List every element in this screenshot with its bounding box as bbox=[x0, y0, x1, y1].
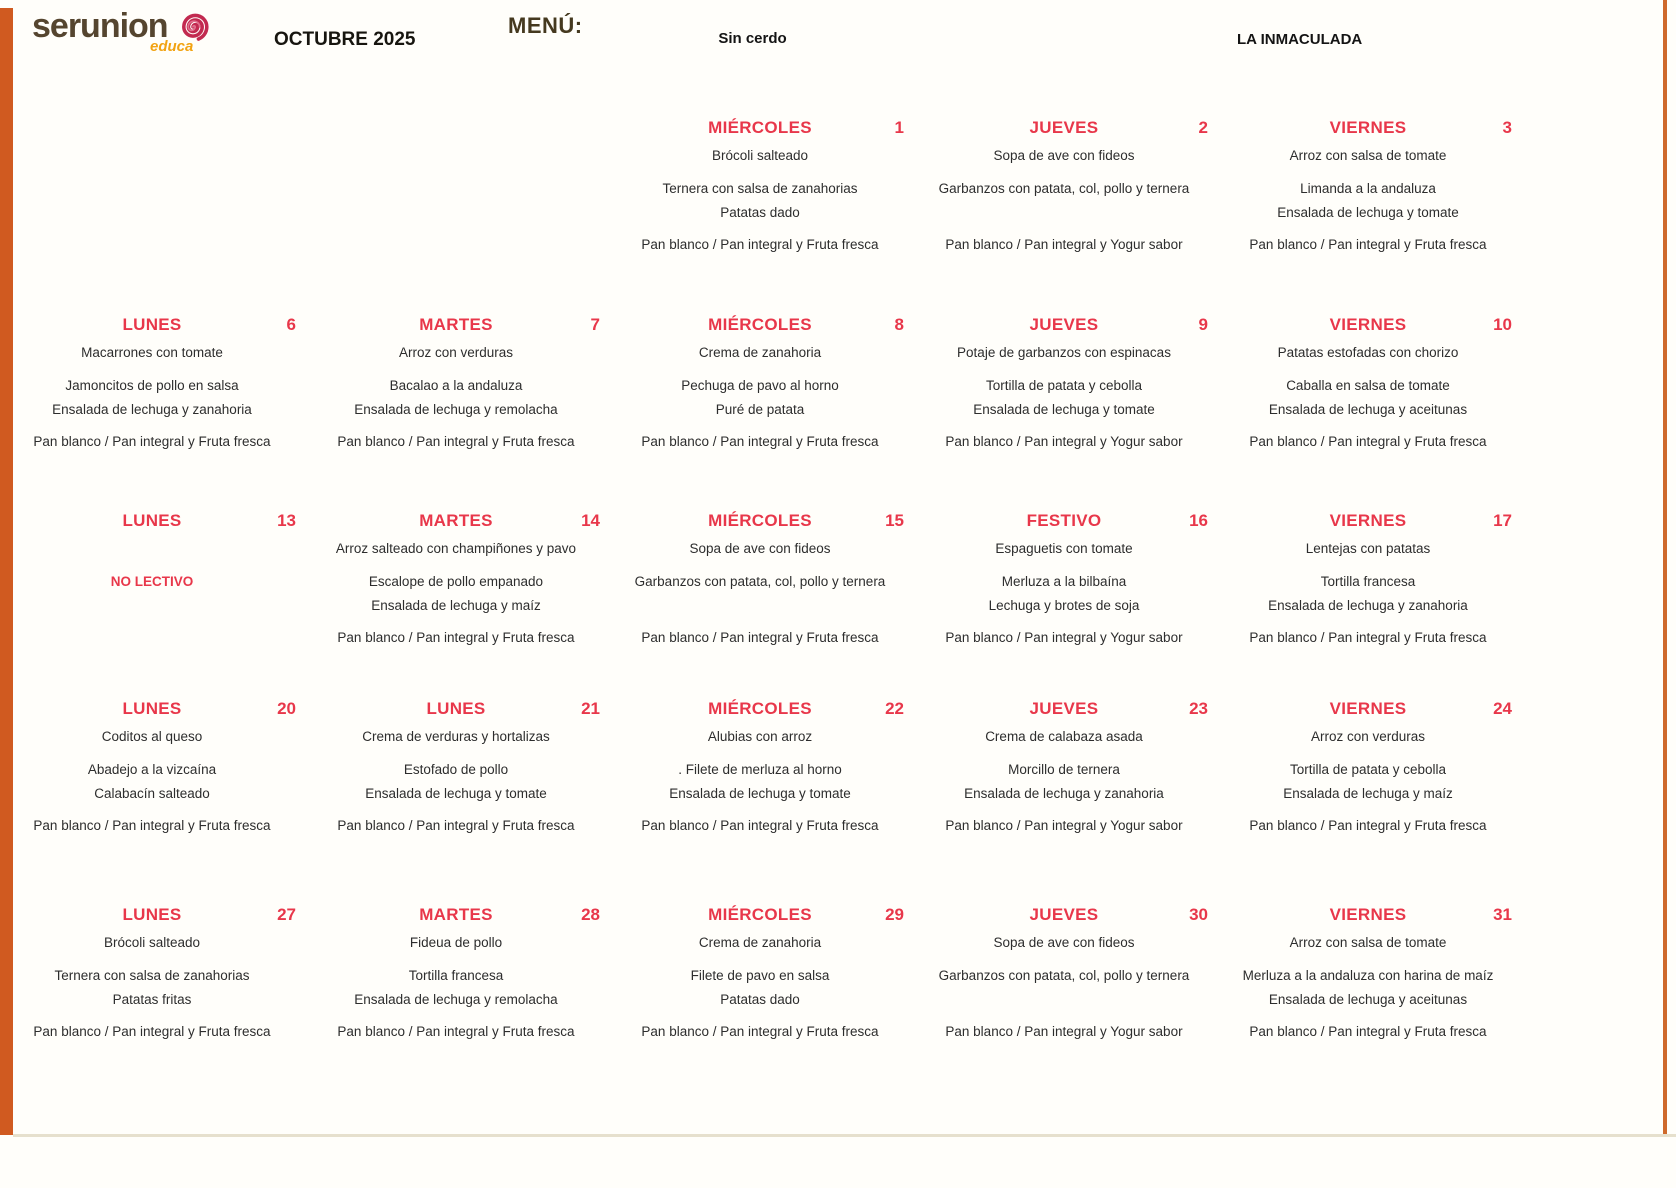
day-number: 30 bbox=[1189, 905, 1208, 924]
day-number: 27 bbox=[277, 905, 296, 924]
day-name-label: MIÉRCOLES bbox=[708, 905, 812, 924]
dish-first-course: Macarrones con tomate bbox=[81, 345, 223, 360]
dish-first-course: Crema de zanahoria bbox=[698, 345, 822, 360]
day-cell bbox=[1216, 118, 1520, 288]
day-cell bbox=[912, 118, 1216, 288]
logo-wordmark: serunion bbox=[32, 7, 168, 45]
logo-educa-label: educa bbox=[150, 38, 194, 55]
dish-side: Ensalada de lechuga y tomate bbox=[365, 786, 547, 801]
month-title: OCTUBRE 2025 bbox=[274, 29, 416, 50]
dish-first-course: Coditos al queso bbox=[101, 729, 203, 744]
dish-side: Ensalada de lechuga y maíz bbox=[1283, 786, 1453, 801]
dish-side: Ensalada de lechuga y zanahoria bbox=[52, 402, 252, 417]
day-number: 31 bbox=[1493, 905, 1512, 924]
dish-first-course: Sopa de ave con fideos bbox=[993, 148, 1135, 163]
week-row bbox=[0, 511, 1520, 681]
day-cell bbox=[304, 905, 608, 1075]
day-cell bbox=[304, 699, 608, 869]
dish-second-course: Ternera con salsa de zanahorias bbox=[54, 968, 250, 983]
dish-second-course: Merluza a la bilbaína bbox=[1001, 574, 1127, 589]
day-cell bbox=[912, 511, 1216, 681]
bread-fruit-line: Pan blanco / Pan integral y Fruta fresca bbox=[337, 1024, 575, 1039]
dish-second-course: Bacalao a la andaluza bbox=[389, 378, 523, 393]
bread-fruit-line: Pan blanco / Pan integral y Yogur sabor bbox=[945, 818, 1183, 833]
dish-second-course: Estofado de pollo bbox=[403, 762, 509, 777]
dish-first-course: Arroz con salsa de tomate bbox=[1289, 935, 1447, 950]
dish-second-course: Ternera con salsa de zanahorias bbox=[662, 181, 858, 196]
day-name-label: LUNES bbox=[426, 699, 486, 718]
day-number: 14 bbox=[581, 511, 600, 530]
day-number: 6 bbox=[286, 315, 296, 334]
day-number: 10 bbox=[1493, 315, 1512, 334]
dish-first-course: Potaje de garbanzos con espinacas bbox=[957, 345, 1171, 360]
dish-second-course: Tortilla francesa bbox=[408, 968, 504, 983]
bread-fruit-line: Pan blanco / Pan integral y Yogur sabor bbox=[945, 434, 1183, 449]
day-number: 28 bbox=[581, 905, 600, 924]
dish-side: Ensalada de lechuga y remolacha bbox=[354, 402, 558, 417]
day-cell bbox=[608, 315, 912, 485]
day-cell bbox=[912, 905, 1216, 1075]
day-name-label: LUNES bbox=[122, 315, 182, 334]
day-number: 29 bbox=[885, 905, 904, 924]
day-number: 15 bbox=[885, 511, 904, 530]
bread-fruit-line: Pan blanco / Pan integral y Yogur sabor bbox=[945, 237, 1183, 252]
dish-side: Patatas fritas bbox=[112, 992, 192, 1007]
day-name-label: VIERNES bbox=[1329, 315, 1407, 334]
day-cell bbox=[0, 905, 304, 1075]
day-number: 13 bbox=[277, 511, 296, 530]
dish-side: Ensalada de lechuga y aceitunas bbox=[1268, 402, 1468, 417]
dish-first-course: Arroz con salsa de tomate bbox=[1289, 148, 1447, 163]
week-row bbox=[0, 315, 1520, 485]
day-cell bbox=[608, 511, 912, 681]
dish-second-course: Garbanzos con patata, col, pollo y ternera bbox=[938, 968, 1190, 983]
dish-second-course: Limanda a la andaluza bbox=[1300, 181, 1436, 196]
day-number: 3 bbox=[1502, 118, 1512, 137]
day-number: 8 bbox=[894, 315, 904, 334]
day-number: 2 bbox=[1198, 118, 1208, 137]
day-name-label: JUEVES bbox=[1029, 118, 1099, 137]
dish-side: Calabacín salteado bbox=[94, 786, 210, 801]
dish-second-course: Garbanzos con patata, col, pollo y ternera bbox=[634, 574, 886, 589]
day-name-label: MARTES bbox=[419, 315, 493, 334]
day-cell bbox=[1216, 905, 1520, 1075]
day-name-label: LUNES bbox=[122, 905, 182, 924]
week-row bbox=[0, 699, 1520, 869]
day-name-label: MIÉRCOLES bbox=[708, 315, 812, 334]
dish-second-course: Pechuga de pavo al horno bbox=[681, 378, 839, 393]
day-number: 17 bbox=[1493, 511, 1512, 530]
menu-label: MENÚ: bbox=[508, 13, 583, 38]
week-row bbox=[0, 118, 1520, 288]
dish-first-course: Patatas estofadas con chorizo bbox=[1277, 345, 1459, 360]
day-name-label: JUEVES bbox=[1029, 699, 1099, 718]
bread-fruit-line: Pan blanco / Pan integral y Fruta fresca bbox=[337, 818, 575, 833]
empty-day-cell bbox=[0, 118, 304, 288]
day-number: 1 bbox=[894, 118, 904, 137]
dish-first-course: Crema de verduras y hortalizas bbox=[362, 729, 550, 744]
bread-fruit-line: Pan blanco / Pan integral y Fruta fresca bbox=[337, 434, 575, 449]
bread-fruit-line: Pan blanco / Pan integral y Fruta fresca bbox=[33, 1024, 271, 1039]
day-cell bbox=[912, 699, 1216, 869]
day-cell bbox=[304, 511, 608, 681]
dish-first-course: Fideua de pollo bbox=[409, 935, 503, 950]
dish-first-course: Espaguetis con tomate bbox=[995, 541, 1133, 556]
dish-second-course: Tortilla de patata y cebolla bbox=[985, 378, 1143, 393]
bread-fruit-line: Pan blanco / Pan integral y Fruta fresca bbox=[641, 434, 879, 449]
day-cell bbox=[1216, 511, 1520, 681]
day-cell bbox=[0, 315, 304, 485]
dish-first-course: Arroz con verduras bbox=[398, 345, 514, 360]
dish-first-course: Lentejas con patatas bbox=[1305, 541, 1431, 556]
bread-fruit-line: Pan blanco / Pan integral y Yogur sabor bbox=[945, 1024, 1183, 1039]
day-cell bbox=[608, 699, 912, 869]
dish-second-course: Tortilla de patata y cebolla bbox=[1289, 762, 1447, 777]
dish-first-course: Brócoli salteado bbox=[711, 148, 809, 163]
dish-first-course: Brócoli salteado bbox=[103, 935, 201, 950]
dish-side: Patatas dado bbox=[720, 205, 800, 220]
day-number: 22 bbox=[885, 699, 904, 718]
day-cell bbox=[0, 699, 304, 869]
dish-second-course: Tortilla francesa bbox=[1320, 574, 1416, 589]
dish-second-course: Abadejo a la vizcaína bbox=[87, 762, 217, 777]
bread-fruit-line: Pan blanco / Pan integral y Fruta fresca bbox=[33, 434, 271, 449]
dish-side: Ensalada de lechuga y zanahoria bbox=[1268, 598, 1468, 613]
day-cell bbox=[0, 511, 304, 681]
bread-fruit-line: Pan blanco / Pan integral y Fruta fresca bbox=[1249, 630, 1487, 645]
bread-fruit-line: Pan blanco / Pan integral y Fruta fresca bbox=[641, 630, 879, 645]
school-name: LA INMACULADA bbox=[1237, 31, 1363, 48]
day-name-label: MIÉRCOLES bbox=[708, 118, 812, 137]
dish-side: Ensalada de lechuga y tomate bbox=[669, 786, 851, 801]
day-name-label: MARTES bbox=[419, 905, 493, 924]
day-number: 21 bbox=[581, 699, 600, 718]
bread-fruit-line: Pan blanco / Pan integral y Fruta fresca bbox=[641, 1024, 879, 1039]
bread-fruit-line: Pan blanco / Pan integral y Fruta fresca bbox=[1249, 818, 1487, 833]
dish-first-course: Arroz salteado con champiñones y pavo bbox=[335, 541, 577, 556]
dish-side: Ensalada de lechuga y tomate bbox=[973, 402, 1155, 417]
week-row bbox=[0, 905, 1520, 1075]
day-number: 23 bbox=[1189, 699, 1208, 718]
day-name-label: LUNES bbox=[122, 511, 182, 530]
dish-side: Ensalada de lechuga y remolacha bbox=[354, 992, 558, 1007]
day-cell bbox=[608, 118, 912, 288]
day-name-label: LUNES bbox=[122, 699, 182, 718]
dish-side: Ensalada de lechuga y zanahoria bbox=[964, 786, 1164, 801]
day-cell bbox=[304, 315, 608, 485]
day-name-label: VIERNES bbox=[1329, 905, 1407, 924]
day-name-label: JUEVES bbox=[1029, 315, 1099, 334]
bread-fruit-line: Pan blanco / Pan integral y Fruta fresca bbox=[641, 237, 879, 252]
day-number: 20 bbox=[277, 699, 296, 718]
day-name-label: MIÉRCOLES bbox=[708, 699, 812, 718]
dish-second-course: Merluza a la andaluza con harina de maíz bbox=[1242, 968, 1494, 983]
day-cell bbox=[912, 315, 1216, 485]
bread-fruit-line: Pan blanco / Pan integral y Fruta fresca bbox=[337, 630, 575, 645]
day-cell bbox=[1216, 315, 1520, 485]
dish-side: Patatas dado bbox=[720, 992, 800, 1007]
diet-variant-label: Sin cerdo bbox=[718, 30, 787, 47]
day-number: 16 bbox=[1189, 511, 1208, 530]
dish-first-course: Alubias con arroz bbox=[707, 729, 813, 744]
bread-fruit-line: Pan blanco / Pan integral y Yogur sabor bbox=[945, 630, 1183, 645]
day-number: 9 bbox=[1198, 315, 1208, 334]
day-name-label: VIERNES bbox=[1329, 118, 1407, 137]
day-name-label: MARTES bbox=[419, 511, 493, 530]
day-name-label: FESTIVO bbox=[1026, 511, 1102, 530]
bread-fruit-line: Pan blanco / Pan integral y Fruta fresca bbox=[33, 818, 271, 833]
day-number: 7 bbox=[590, 315, 600, 334]
no-lectivo-note: NO LECTIVO bbox=[110, 574, 194, 589]
dish-first-course: Crema de calabaza asada bbox=[985, 729, 1143, 744]
dish-second-course: Escalope de pollo empanado bbox=[368, 574, 544, 589]
dish-second-course: Morcillo de ternera bbox=[1008, 762, 1120, 777]
bread-fruit-line: Pan blanco / Pan integral y Fruta fresca bbox=[641, 818, 879, 833]
dish-second-course: . Filete de merluza al horno bbox=[678, 762, 842, 777]
day-cell bbox=[1216, 699, 1520, 869]
dish-first-course: Arroz con verduras bbox=[1310, 729, 1426, 744]
dish-side: Ensalada de lechuga y aceitunas bbox=[1268, 992, 1468, 1007]
dish-second-course: Garbanzos con patata, col, pollo y ternera bbox=[938, 181, 1190, 196]
dish-first-course: Crema de zanahoria bbox=[698, 935, 822, 950]
day-cell bbox=[608, 905, 912, 1075]
dish-second-course: Caballa en salsa de tomate bbox=[1286, 378, 1450, 393]
bread-fruit-line: Pan blanco / Pan integral y Fruta fresca bbox=[1249, 1024, 1487, 1039]
day-number: 24 bbox=[1493, 699, 1512, 718]
dish-second-course: Jamoncitos de pollo en salsa bbox=[65, 378, 239, 393]
dish-side: Ensalada de lechuga y tomate bbox=[1277, 205, 1459, 220]
dish-side: Puré de patata bbox=[715, 402, 805, 417]
dish-second-course: Filete de pavo en salsa bbox=[690, 968, 830, 983]
dish-side: Lechuga y brotes de soja bbox=[988, 598, 1140, 613]
day-name-label: VIERNES bbox=[1329, 511, 1407, 530]
day-name-label: JUEVES bbox=[1029, 905, 1099, 924]
day-name-label: VIERNES bbox=[1329, 699, 1407, 718]
day-name-label: MIÉRCOLES bbox=[708, 511, 812, 530]
dish-first-course: Sopa de ave con fideos bbox=[689, 541, 831, 556]
bread-fruit-line: Pan blanco / Pan integral y Fruta fresca bbox=[1249, 434, 1487, 449]
empty-day-cell bbox=[304, 118, 608, 288]
dish-side: Ensalada de lechuga y maíz bbox=[371, 598, 541, 613]
dish-first-course: Sopa de ave con fideos bbox=[993, 935, 1135, 950]
bread-fruit-line: Pan blanco / Pan integral y Fruta fresca bbox=[1249, 237, 1487, 252]
